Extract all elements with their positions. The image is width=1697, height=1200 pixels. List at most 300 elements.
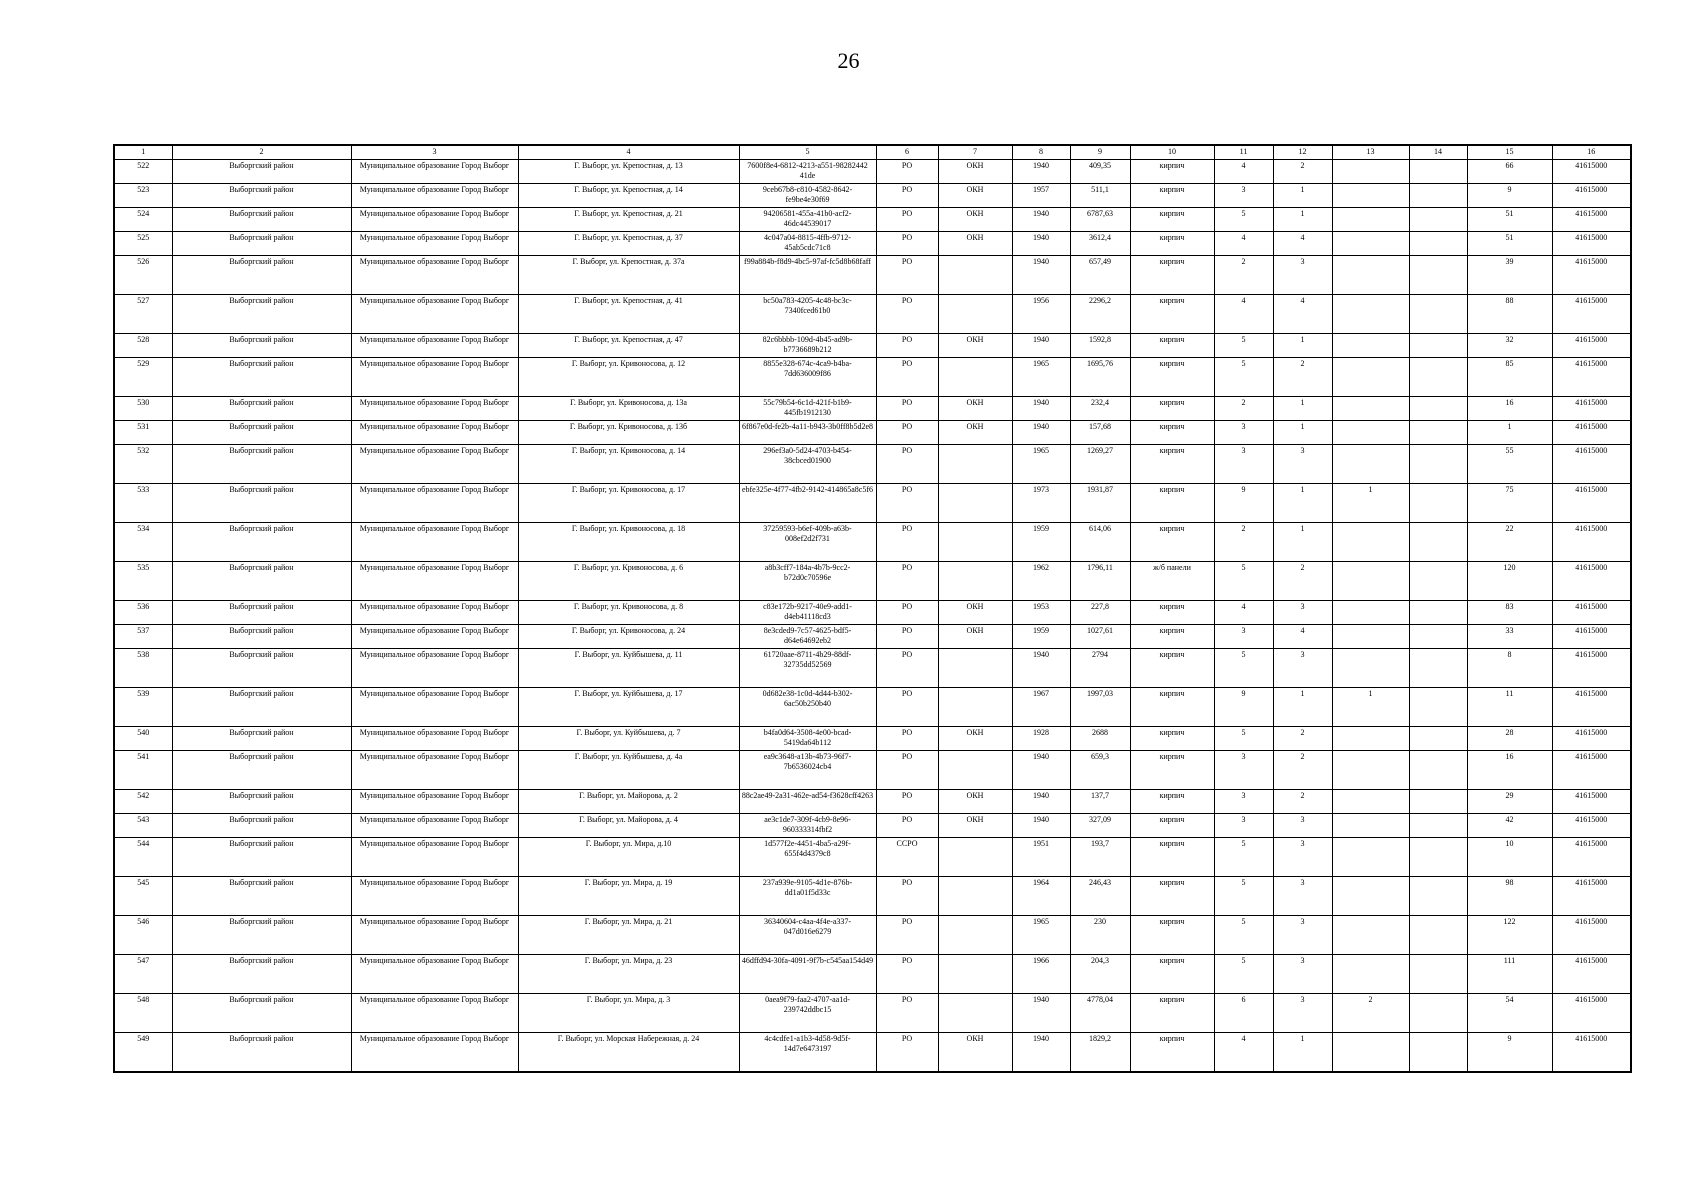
material-cell: кирпич [1130,751,1214,790]
table-row [114,232,1631,256]
okn-cell: ОКН [938,397,1012,421]
elevators-cell [1332,814,1409,838]
oktmo-cell: 41615000 [1552,688,1631,727]
floors-cell: 2 [1214,397,1273,421]
material-cell: кирпич [1130,397,1214,421]
okn-cell [938,562,1012,601]
entrances-cell: 2 [1273,160,1332,184]
material-cell: кирпич [1130,334,1214,358]
material-cell: кирпич [1130,208,1214,232]
object-id-cell: 0aea9f79-faa2-4707-aa1d-239742ddbc15 [739,994,876,1033]
oktmo-cell: 41615000 [1552,838,1631,877]
table-row [114,160,1631,184]
type-cell: РО [876,484,938,523]
residents-cell: 88 [1467,295,1552,334]
elevators-cell [1332,790,1409,814]
entrances-cell: 4 [1273,295,1332,334]
municipality-cell: Муниципальное образование Город Выборг [351,601,518,625]
oktmo-cell: 41615000 [1552,160,1631,184]
col14-cell [1409,649,1467,688]
elevators-cell [1332,625,1409,649]
object-id-cell: 1d577f2e-4451-4ba5-a29f-655f4d4379c8 [739,838,876,877]
area-cell: 1027,61 [1070,625,1130,649]
year-cell: 1953 [1012,601,1070,625]
floors-cell: 5 [1214,955,1273,994]
district-cell: Выборгский район [172,955,351,994]
area-cell: 232,4 [1070,397,1130,421]
okn-cell: ОКН [938,421,1012,445]
residents-cell: 9 [1467,1033,1552,1073]
residents-cell: 83 [1467,601,1552,625]
row-number: 522 [114,160,172,184]
oktmo-cell: 41615000 [1552,649,1631,688]
type-cell: РО [876,727,938,751]
residents-cell: 111 [1467,955,1552,994]
district-cell: Выборгский район [172,484,351,523]
okn-cell [938,877,1012,916]
table-row [114,955,1631,994]
floors-cell: 3 [1214,751,1273,790]
col14-cell [1409,994,1467,1033]
okn-cell [938,838,1012,877]
address-cell: Г. Выборг, ул. Кривоносова, д. 13б [518,421,739,445]
table-row [114,208,1631,232]
residents-cell: 55 [1467,445,1552,484]
entrances-cell: 4 [1273,232,1332,256]
material-cell: кирпич [1130,649,1214,688]
oktmo-cell: 41615000 [1552,208,1631,232]
table-row [114,421,1631,445]
district-cell: Выборгский район [172,445,351,484]
okn-cell: ОКН [938,334,1012,358]
year-cell: 1965 [1012,445,1070,484]
column-header-7: 7 [938,145,1012,160]
col14-cell [1409,916,1467,955]
row-number: 547 [114,955,172,994]
area-cell: 2296,2 [1070,295,1130,334]
row-number: 545 [114,877,172,916]
municipality-cell: Муниципальное образование Город Выборг [351,838,518,877]
type-cell: РО [876,649,938,688]
floors-cell: 5 [1214,208,1273,232]
col14-cell [1409,751,1467,790]
floors-cell: 3 [1214,625,1273,649]
area-cell: 227,8 [1070,601,1130,625]
col14-cell [1409,256,1467,295]
residents-cell: 85 [1467,358,1552,397]
okn-cell [938,484,1012,523]
residents-cell: 33 [1467,625,1552,649]
material-cell: кирпич [1130,358,1214,397]
entrances-cell: 1 [1273,688,1332,727]
object-id-cell: ae3c1de7-309f-4cb9-8e96-960333314fbf2 [739,814,876,838]
column-header-13: 13 [1332,145,1409,160]
oktmo-cell: 41615000 [1552,562,1631,601]
residents-cell: 66 [1467,160,1552,184]
area-cell: 657,49 [1070,256,1130,295]
col14-cell [1409,184,1467,208]
district-cell: Выборгский район [172,688,351,727]
elevators-cell [1332,334,1409,358]
object-id-cell: 0d682e38-1c0d-4d44-b302-6ac50b250b40 [739,688,876,727]
row-number: 549 [114,1033,172,1073]
table-row [114,751,1631,790]
row-number: 544 [114,838,172,877]
material-cell: кирпич [1130,484,1214,523]
area-cell: 137,7 [1070,790,1130,814]
municipality-cell: Муниципальное образование Город Выборг [351,160,518,184]
residents-cell: 98 [1467,877,1552,916]
elevators-cell [1332,232,1409,256]
floors-cell: 3 [1214,421,1273,445]
table-row [114,994,1631,1033]
residents-cell: 54 [1467,994,1552,1033]
year-cell: 1957 [1012,184,1070,208]
entrances-cell: 3 [1273,994,1332,1033]
okn-cell [938,523,1012,562]
row-number: 532 [114,445,172,484]
type-cell: РО [876,523,938,562]
material-cell: кирпич [1130,838,1214,877]
area-cell: 511,1 [1070,184,1130,208]
address-cell: Г. Выборг, ул. Крепостная, д. 37 [518,232,739,256]
municipality-cell: Муниципальное образование Город Выборг [351,358,518,397]
area-cell: 2794 [1070,649,1130,688]
material-cell: кирпич [1130,790,1214,814]
okn-cell [938,955,1012,994]
floors-cell: 3 [1214,790,1273,814]
floors-cell: 5 [1214,727,1273,751]
material-cell: кирпич [1130,688,1214,727]
residents-cell: 29 [1467,790,1552,814]
material-cell: кирпич [1130,295,1214,334]
district-cell: Выборгский район [172,649,351,688]
oktmo-cell: 41615000 [1552,625,1631,649]
residents-cell: 10 [1467,838,1552,877]
address-cell: Г. Выборг, ул. Майорова, д. 4 [518,814,739,838]
municipality-cell: Муниципальное образование Город Выборг [351,1033,518,1073]
district-cell: Выборгский район [172,625,351,649]
area-cell: 1829,2 [1070,1033,1130,1073]
municipality-cell: Муниципальное образование Город Выборг [351,649,518,688]
year-cell: 1940 [1012,334,1070,358]
elevators-cell [1332,1033,1409,1073]
row-number: 530 [114,397,172,421]
municipality-cell: Муниципальное образование Город Выборг [351,877,518,916]
row-number: 541 [114,751,172,790]
address-cell: Г. Выборг, ул. Кривоносова, д. 17 [518,484,739,523]
object-id-cell: 37259593-b6ef-409b-a63b-008ef2d2f731 [739,523,876,562]
table-row [114,727,1631,751]
year-cell: 1940 [1012,649,1070,688]
material-cell: кирпич [1130,445,1214,484]
table-row [114,838,1631,877]
oktmo-cell: 41615000 [1552,916,1631,955]
year-cell: 1940 [1012,421,1070,445]
residents-cell: 120 [1467,562,1552,601]
municipality-cell: Муниципальное образование Город Выборг [351,208,518,232]
okn-cell [938,256,1012,295]
area-cell: 1796,11 [1070,562,1130,601]
header-row [114,145,1631,160]
col14-cell [1409,877,1467,916]
elevators-cell [1332,955,1409,994]
residents-cell: 9 [1467,184,1552,208]
municipality-cell: Муниципальное образование Город Выборг [351,751,518,790]
column-header-6: 6 [876,145,938,160]
elevators-cell [1332,877,1409,916]
area-cell: 1695,76 [1070,358,1130,397]
type-cell: РО [876,877,938,916]
type-cell: РО [876,790,938,814]
address-cell: Г. Выборг, ул. Мира, д. 23 [518,955,739,994]
floors-cell: 5 [1214,649,1273,688]
material-cell: кирпич [1130,727,1214,751]
elevators-cell [1332,445,1409,484]
column-header-14: 14 [1409,145,1467,160]
material-cell: кирпич [1130,814,1214,838]
entrances-cell: 2 [1273,751,1332,790]
floors-cell: 3 [1214,445,1273,484]
material-cell: кирпич [1130,256,1214,295]
oktmo-cell: 41615000 [1552,256,1631,295]
district-cell: Выборгский район [172,790,351,814]
municipality-cell: Муниципальное образование Город Выборг [351,562,518,601]
column-header-8: 8 [1012,145,1070,160]
row-number: 540 [114,727,172,751]
type-cell: РО [876,1033,938,1073]
material-cell: ж/б панели [1130,562,1214,601]
entrances-cell: 3 [1273,601,1332,625]
material-cell: кирпич [1130,421,1214,445]
object-id-cell: bc50a783-4205-4c48-bc3c-7340fced61b0 [739,295,876,334]
register-table [113,144,1632,1073]
col14-cell [1409,334,1467,358]
year-cell: 1940 [1012,256,1070,295]
entrances-cell: 3 [1273,649,1332,688]
address-cell: Г. Выборг, ул. Майорова, д. 2 [518,790,739,814]
row-number: 534 [114,523,172,562]
object-id-cell: 61720aae-8711-4b29-88df-32735dd52569 [739,649,876,688]
row-number: 539 [114,688,172,727]
floors-cell: 4 [1214,1033,1273,1073]
col14-cell [1409,160,1467,184]
address-cell: Г. Выборг, ул. Крепостная, д. 14 [518,184,739,208]
district-cell: Выборгский район [172,877,351,916]
elevators-cell [1332,358,1409,397]
type-cell: РО [876,358,938,397]
elevators-cell [1332,601,1409,625]
floors-cell: 4 [1214,232,1273,256]
entrances-cell: 2 [1273,790,1332,814]
type-cell: РО [876,625,938,649]
okn-cell [938,445,1012,484]
okn-cell [938,649,1012,688]
year-cell: 1940 [1012,790,1070,814]
address-cell: Г. Выборг, ул. Крепостная, д. 13 [518,160,739,184]
elevators-cell [1332,916,1409,955]
col14-cell [1409,625,1467,649]
district-cell: Выборгский район [172,562,351,601]
residents-cell: 8 [1467,649,1552,688]
register-table-container [113,144,1630,1073]
elevators-cell: 2 [1332,994,1409,1033]
type-cell: РО [876,160,938,184]
okn-cell [938,916,1012,955]
floors-cell: 2 [1214,256,1273,295]
district-cell: Выборгский район [172,421,351,445]
table-row [114,814,1631,838]
year-cell: 1966 [1012,955,1070,994]
area-cell: 4778,04 [1070,994,1130,1033]
table-row [114,688,1631,727]
row-number: 548 [114,994,172,1033]
col14-cell [1409,955,1467,994]
area-cell: 1997,03 [1070,688,1130,727]
row-number: 524 [114,208,172,232]
municipality-cell: Муниципальное образование Город Выборг [351,232,518,256]
municipality-cell: Муниципальное образование Город Выборг [351,790,518,814]
address-cell: Г. Выборг, ул. Кривоносова, д. 24 [518,625,739,649]
oktmo-cell: 41615000 [1552,232,1631,256]
object-id-cell: 8855e328-674c-4ca9-b4ba-7dd636009f86 [739,358,876,397]
address-cell: Г. Выборг, ул. Крепостная, д. 47 [518,334,739,358]
floors-cell: 5 [1214,358,1273,397]
row-number: 526 [114,256,172,295]
page-number: 26 [837,48,860,73]
address-cell: Г. Выборг, ул. Кривоносова, д. 12 [518,358,739,397]
material-cell: кирпич [1130,184,1214,208]
district-cell: Выборгский район [172,838,351,877]
table-row [114,1033,1631,1073]
row-number: 529 [114,358,172,397]
year-cell: 1965 [1012,916,1070,955]
oktmo-cell: 41615000 [1552,790,1631,814]
elevators-cell [1332,208,1409,232]
residents-cell: 122 [1467,916,1552,955]
district-cell: Выборгский район [172,160,351,184]
okn-cell [938,295,1012,334]
residents-cell: 75 [1467,484,1552,523]
residents-cell: 28 [1467,727,1552,751]
area-cell: 614,06 [1070,523,1130,562]
year-cell: 1940 [1012,397,1070,421]
residents-cell: 32 [1467,334,1552,358]
address-cell: Г. Выборг, ул. Мира, д. 19 [518,877,739,916]
table-row [114,445,1631,484]
entrances-cell: 1 [1273,334,1332,358]
area-cell: 157,68 [1070,421,1130,445]
municipality-cell: Муниципальное образование Город Выборг [351,397,518,421]
object-id-cell: 8e3cded9-7c57-4625-bdf5-d64e64692eb2 [739,625,876,649]
area-cell: 230 [1070,916,1130,955]
area-cell: 409,35 [1070,160,1130,184]
oktmo-cell: 41615000 [1552,727,1631,751]
address-cell: Г. Выборг, ул. Куйбышева, д. 4а [518,751,739,790]
address-cell: Г. Выборг, ул. Мира, д. 3 [518,994,739,1033]
address-cell: Г. Выборг, ул. Куйбышева, д. 17 [518,688,739,727]
material-cell: кирпич [1130,994,1214,1033]
entrances-cell: 3 [1273,838,1332,877]
oktmo-cell: 41615000 [1552,358,1631,397]
entrances-cell: 3 [1273,877,1332,916]
type-cell: РО [876,562,938,601]
oktmo-cell: 41615000 [1552,523,1631,562]
entrances-cell: 3 [1273,955,1332,994]
col14-cell [1409,838,1467,877]
entrances-cell: 3 [1273,814,1332,838]
address-cell: Г. Выборг, ул. Кривоносова, д. 14 [518,445,739,484]
entrances-cell: 1 [1273,421,1332,445]
table-row [114,790,1631,814]
okn-cell: ОКН [938,160,1012,184]
okn-cell [938,994,1012,1033]
object-id-cell: ebfe325e-4f77-4fb2-9142-414865a8c5f6 [739,484,876,523]
year-cell: 1956 [1012,295,1070,334]
object-id-cell: f99a884b-f8d9-4bc5-97af-fc5d8b68faff [739,256,876,295]
type-cell: РО [876,295,938,334]
table-row [114,484,1631,523]
object-id-cell: 55c79b54-6c1d-421f-b1b9-445fb1912130 [739,397,876,421]
entrances-cell: 2 [1273,358,1332,397]
municipality-cell: Муниципальное образование Город Выборг [351,184,518,208]
material-cell: кирпич [1130,916,1214,955]
table-body [114,160,1631,1073]
address-cell: Г. Выборг, ул. Мира, д. 21 [518,916,739,955]
entrances-cell: 3 [1273,445,1332,484]
year-cell: 1928 [1012,727,1070,751]
district-cell: Выборгский район [172,994,351,1033]
okn-cell: ОКН [938,814,1012,838]
material-cell: кирпич [1130,601,1214,625]
address-cell: Г. Выборг, ул. Крепостная, д. 41 [518,295,739,334]
table-row [114,523,1631,562]
row-number: 528 [114,334,172,358]
district-cell: Выборгский район [172,814,351,838]
residents-cell: 1 [1467,421,1552,445]
year-cell: 1967 [1012,688,1070,727]
oktmo-cell: 41615000 [1552,814,1631,838]
table-row [114,334,1631,358]
col14-cell [1409,358,1467,397]
district-cell: Выборгский район [172,184,351,208]
row-number: 536 [114,601,172,625]
row-number: 523 [114,184,172,208]
table-row [114,877,1631,916]
residents-cell: 39 [1467,256,1552,295]
municipality-cell: Муниципальное образование Город Выборг [351,421,518,445]
column-header-9: 9 [1070,145,1130,160]
oktmo-cell: 41615000 [1552,397,1631,421]
address-cell: Г. Выборг, ул. Кривоносова, д. 8 [518,601,739,625]
object-id-cell: b4fa0d64-3508-4e00-bcad-5419da64b112 [739,727,876,751]
object-id-cell: a8b3cff7-184a-4b7b-9cc2-b72d0c70596e [739,562,876,601]
oktmo-cell: 41615000 [1552,184,1631,208]
municipality-cell: Муниципальное образование Город Выборг [351,688,518,727]
elevators-cell [1332,295,1409,334]
residents-cell: 22 [1467,523,1552,562]
okn-cell [938,751,1012,790]
floors-cell: 4 [1214,295,1273,334]
row-number: 525 [114,232,172,256]
year-cell: 1940 [1012,208,1070,232]
type-cell: РО [876,184,938,208]
district-cell: Выборгский район [172,1033,351,1073]
residents-cell: 51 [1467,208,1552,232]
district-cell: Выборгский район [172,751,351,790]
col14-cell [1409,397,1467,421]
floors-cell: 5 [1214,916,1273,955]
